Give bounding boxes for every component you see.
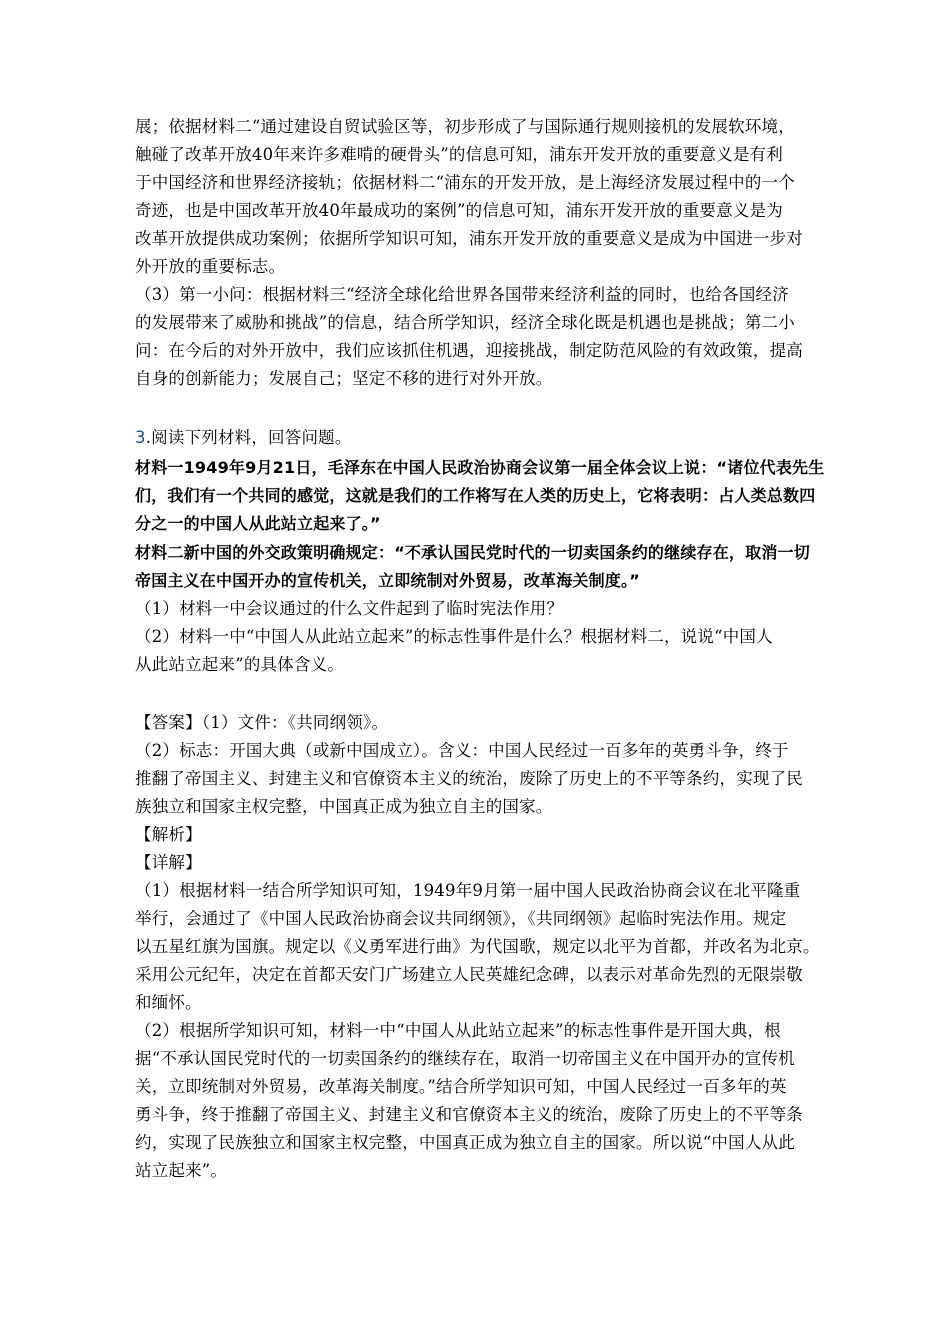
explanation-line: 以五星红旗为国旗。规定以《义勇军进行曲》为代国歌，规定以北平为首都，并改名为北京。: [135, 937, 820, 956]
explanation-line: 据“不承认国民党时代的一切卖国条约的继续存在，取消一切帝国主义在中国开办的宣传机: [135, 1049, 795, 1068]
explanation-line: 约，实现了民族独立和国家主权完整，中国真正成为独立自主的国家。所以说“中国人从此: [135, 1133, 795, 1152]
sub-question: （1）材料一中会议通过的什么文件起到了临时宪法作用？: [135, 599, 564, 618]
analysis-line: 展；依据材料二“通过建设自贸试验区等，初步形成了与国际通行规则接机的发展软环境，: [135, 117, 795, 136]
answer-line: 【答案】（1）文件：《共同纲领》。: [135, 713, 389, 732]
analysis-line: 自身的创新能力；发展自己；坚定不移的进行对外开放。: [135, 369, 553, 388]
analysis-line: 奇迹，也是中国改革开放40年最成功的案例”的信息可知，浦东开发开放的重要意义是为: [135, 201, 783, 220]
analysis-line: 问：在今后的对外开放中，我们应该抓住机遇，迎接挑战，制定防范风险的有效政策，提高: [135, 341, 803, 360]
analysis-line: 改革开放提供成功案例；依据所学知识可知，浦东开发开放的重要意义是成为中国进一步对: [135, 229, 803, 248]
explanation-line: 勇斗争，终于推翻了帝国主义、封建主义和官僚资本主义的统治，废除了历史上的不平等条: [135, 1105, 803, 1124]
analysis-line: （3）第一小问：根据材料三“经济全球化给世界各国带来经济利益的同时，也给各国经济: [135, 285, 789, 304]
sub-question: （2）材料一中“中国人从此站立起来”的标志性事件是什么？根据材料二，说说“中国人: [135, 627, 773, 646]
analysis-heading: 【解析】: [135, 825, 202, 844]
material-line: 材料二新中国的外交政策明确规定：“不承认国民党时代的一切卖国条约的继续存在，取消一切: [135, 543, 810, 562]
material-line: 分之一的中国人从此站立起来了。”: [135, 514, 381, 533]
explanation-line: 和缅怀。: [135, 993, 202, 1012]
explanation-line: 采用公元纪年，决定在首都天安门广场建立人民英雄纪念碑，以表示对革命先烈的无限崇敬: [135, 965, 803, 984]
analysis-line: 的发展带来了威胁和挑战”的信息，结合所学知识，经济全球化既是机遇也是挑战；第二小: [135, 313, 795, 332]
explanation-line: （2）根据所学知识可知，材料一中“中国人从此站立起来”的标志性事件是开国大典，根: [135, 1021, 781, 1040]
answer-line: （2）标志：开国大典（或新中国成立）。含义：中国人民经过一百多年的英勇斗争，终于: [135, 741, 789, 760]
material-line: 帝国主义在中国开办的宣传机关，立即统制对外贸易，改革海关制度。”: [135, 571, 640, 590]
explanation-line: 举行，会通过了《中国人民政治协商会议共同纲领》，《共同纲领》起临时宪法作用。规定: [135, 909, 787, 928]
question-number: 3: [135, 428, 146, 447]
detail-heading: 【详解】: [135, 853, 202, 872]
answer-line: 族独立和国家主权完整，中国真正成为独立自主的国家。: [135, 797, 553, 816]
explanation-line: 站立起来”。: [135, 1161, 228, 1180]
sub-question: 从此站立起来”的具体含义。: [135, 655, 345, 674]
analysis-line: 于中国经济和世界经济接轨；依据材料二“浦东的开发开放，是上海经济发展过程中的一个: [135, 173, 795, 192]
analysis-line: 触碰了改革开放40年来许多难啃的硬骨头”的信息可知，浦东开发开放的重要意义是有利: [135, 145, 783, 164]
explanation-line: 关，立即统制对外贸易，改革海关制度。”结合所学知识可知，中国人民经过一百多年的英: [135, 1077, 787, 1096]
analysis-line: 外开放的重要标志。: [135, 257, 286, 276]
explanation-line: （1）根据材料一结合所学知识可知，1949年9月第一届中国人民政治协商会议在北平隆重: [135, 881, 801, 900]
question-prompt: .阅读下列材料，回答问题。: [145, 428, 352, 447]
material-line: 材料一1949年9月21日，毛泽东在中国人民政治协商会议第一届全体会议上说：“诸位代表先生: [135, 458, 825, 477]
material-line: 们，我们有一个共同的感觉，这就是我们的工作将写在人类的历史上，它将表明：占人类总数四: [135, 486, 816, 505]
answer-line: 推翻了帝国主义、封建主义和官僚资本主义的统治，废除了历史上的不平等条约，实现了民: [135, 769, 803, 788]
question-heading: [135, 428, 352, 448]
